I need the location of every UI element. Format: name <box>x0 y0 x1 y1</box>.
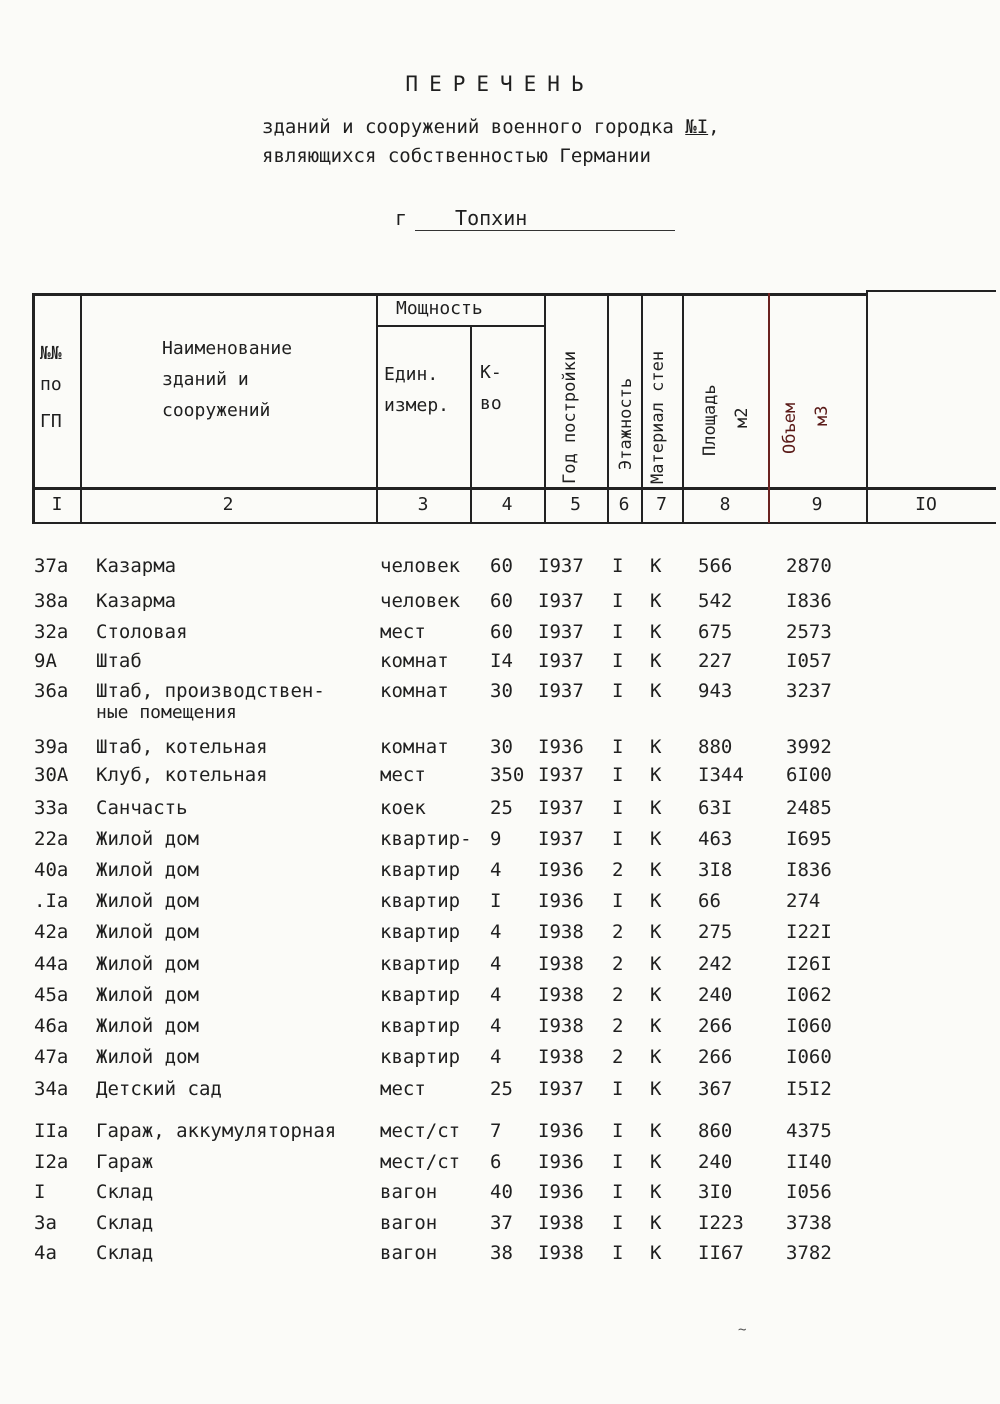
cell-name: Казарма <box>96 590 177 612</box>
cell-volume: 2573 <box>786 621 832 643</box>
cell-area: II67 <box>698 1242 744 1264</box>
cell-area: 943 <box>698 680 733 702</box>
cell-year: I938 <box>538 921 584 943</box>
cell-walls: К <box>650 921 662 943</box>
cell-unit: мест <box>380 1078 426 1100</box>
colnum-3: 3 <box>417 494 429 515</box>
city-name: Топхин <box>415 206 675 231</box>
cell-area: 463 <box>698 828 733 850</box>
cell-area: 63I <box>698 797 733 819</box>
cell-name: Штаб, котельная <box>96 736 268 758</box>
cell-year: I938 <box>538 984 584 1006</box>
cell-walls: К <box>650 1120 662 1142</box>
table-row <box>0 764 1000 794</box>
table-row <box>0 1212 1000 1242</box>
cell-walls: К <box>650 859 662 881</box>
cell-qty: 4 <box>490 1015 502 1037</box>
cell-area: 367 <box>698 1078 733 1100</box>
header-num-line3: ГП <box>40 411 62 432</box>
vrule-6 <box>641 293 643 523</box>
cell-walls: К <box>650 984 662 1006</box>
header-floors: Этажность <box>616 377 636 470</box>
cell-qty: 25 <box>490 1078 513 1100</box>
cell-walls: К <box>650 1015 662 1037</box>
cell-num: I <box>34 1181 46 1203</box>
header-top-rule-right <box>868 290 996 292</box>
cell-volume: 2485 <box>786 797 832 819</box>
cell-name: Столовая <box>96 621 188 643</box>
colnum-10: IO <box>915 494 937 515</box>
cell-area: 266 <box>698 1046 733 1068</box>
cell-walls: К <box>650 621 662 643</box>
vrule-5 <box>607 293 609 523</box>
colnum-bottom-rule <box>32 522 996 524</box>
cell-unit: мест/ст <box>380 1151 461 1173</box>
vrule-0 <box>32 293 35 523</box>
cell-name: Жилой дом <box>96 828 199 850</box>
cell-year: I937 <box>538 650 584 672</box>
cell-year: I938 <box>538 1212 584 1234</box>
cell-walls: К <box>650 590 662 612</box>
cell-floors: 2 <box>612 1046 624 1068</box>
vrule-1 <box>80 293 82 523</box>
table-row <box>0 1015 1000 1045</box>
header-qty: К-во <box>480 362 502 414</box>
cell-year: I937 <box>538 680 584 702</box>
cell-num: 45а <box>34 984 69 1006</box>
cell-volume: 3992 <box>786 736 832 758</box>
cell-name: Жилой дом <box>96 921 199 943</box>
cell-name: Гараж, аккумуляторная <box>96 1120 337 1142</box>
cell-qty: 4 <box>490 1046 502 1068</box>
cell-num: 36а <box>34 680 69 702</box>
cell-qty: 38 <box>490 1242 513 1264</box>
cell-year: I936 <box>538 1181 584 1203</box>
cell-floors: 2 <box>612 859 624 881</box>
vrule-4 <box>544 293 546 523</box>
cell-volume: II40 <box>786 1151 832 1173</box>
cell-year: I937 <box>538 828 584 850</box>
cell-area: 266 <box>698 1015 733 1037</box>
cell-qty: 4 <box>490 984 502 1006</box>
header-bottom-rule <box>32 487 996 490</box>
cell-volume: I056 <box>786 1181 832 1203</box>
document-subtitle-line1 <box>262 116 720 138</box>
cell-num: IIа <box>34 1120 69 1142</box>
cell-name: Жилой дом <box>96 1046 199 1068</box>
cell-floors: 2 <box>612 921 624 943</box>
cell-unit: вагон <box>380 1242 438 1264</box>
cell-volume: I062 <box>786 984 832 1006</box>
cell-year: I936 <box>538 859 584 881</box>
table-row <box>0 828 1000 858</box>
cell-qty: 60 <box>490 590 513 612</box>
cell-area: 880 <box>698 736 733 758</box>
table-row <box>0 797 1000 827</box>
cell-walls: К <box>650 828 662 850</box>
cell-walls: К <box>650 797 662 819</box>
cell-area: 566 <box>698 555 733 577</box>
header-volume: Объем <box>780 402 800 454</box>
header-name-line3: сооружений <box>162 400 271 421</box>
cell-num: 9А <box>34 650 57 672</box>
cell-year: I936 <box>538 1151 584 1173</box>
cell-num: I2а <box>34 1151 69 1173</box>
cell-floors: I <box>612 736 624 758</box>
vrule-2 <box>376 293 378 523</box>
cell-walls: К <box>650 1046 662 1068</box>
table-row <box>0 859 1000 889</box>
cell-walls: К <box>650 650 662 672</box>
cell-unit: квартир <box>380 890 461 912</box>
cell-area: 3I0 <box>698 1181 733 1203</box>
cell-year: I938 <box>538 953 584 975</box>
cell-year: I937 <box>538 590 584 612</box>
table-row <box>0 1242 1000 1272</box>
table-row <box>0 621 1000 651</box>
cell-area: 3I8 <box>698 859 733 881</box>
cell-volume: 6I00 <box>786 764 832 786</box>
cell-num: 4а <box>34 1242 57 1264</box>
cell-floors: I <box>612 1120 624 1142</box>
cell-qty: 9 <box>490 828 502 850</box>
cell-floors: 2 <box>612 953 624 975</box>
cell-volume: I836 <box>786 590 832 612</box>
header-unit-line1: Един. <box>384 364 439 385</box>
cell-num: 32а <box>34 621 69 643</box>
cell-walls: К <box>650 1242 662 1264</box>
cell-volume: 2870 <box>786 555 832 577</box>
cell-name: Штаб, производствен- <box>96 680 325 702</box>
cell-floors: I <box>612 1151 624 1173</box>
header-unit-line2: измер. <box>384 395 450 416</box>
cell-floors: I <box>612 1181 624 1203</box>
cell-qty: 37 <box>490 1212 513 1234</box>
cell-floors: I <box>612 555 624 577</box>
cell-qty: 60 <box>490 555 513 577</box>
cell-volume: I5I2 <box>786 1078 832 1100</box>
cell-num: 34а <box>34 1078 69 1100</box>
cell-floors: I <box>612 1078 624 1100</box>
cell-name: Штаб <box>96 650 142 672</box>
cell-volume: 3237 <box>786 680 832 702</box>
cell-year: I938 <box>538 1242 584 1264</box>
colnum-6: 6 <box>618 494 630 515</box>
cell-name: Казарма <box>96 555 177 577</box>
cell-qty: 30 <box>490 680 513 702</box>
cell-num: 39а <box>34 736 69 758</box>
table-row <box>0 984 1000 1014</box>
cell-floors: I <box>612 764 624 786</box>
cell-unit: квартир <box>380 921 461 943</box>
table-row <box>0 1181 1000 1211</box>
cell-volume: 4375 <box>786 1120 832 1142</box>
cell-walls: К <box>650 680 662 702</box>
header-name <box>162 333 292 426</box>
table-row <box>0 680 1000 723</box>
cell-name: Гараж <box>96 1151 154 1173</box>
cell-name: Склад <box>96 1181 154 1203</box>
cell-walls: К <box>650 1212 662 1234</box>
cell-area: 242 <box>698 953 733 975</box>
cell-name: Жилой дом <box>96 953 199 975</box>
cell-floors: 2 <box>612 984 624 1006</box>
cell-area: I223 <box>698 1212 744 1234</box>
header-name-line2: зданий и <box>162 369 249 390</box>
header-num <box>40 338 76 437</box>
colnum-9: 9 <box>811 494 823 515</box>
cell-volume: I060 <box>786 1046 832 1068</box>
cell-floors: I <box>612 650 624 672</box>
cell-unit: вагон <box>380 1181 438 1203</box>
header-area-unit: м2 <box>732 407 752 428</box>
cell-year: I936 <box>538 890 584 912</box>
cell-name: Жилой дом <box>96 984 199 1006</box>
header-name-line1: Наименование <box>162 338 293 359</box>
header-year: Год постройки <box>560 350 580 484</box>
cell-floors: I <box>612 680 624 702</box>
cell-name: Склад <box>96 1242 154 1264</box>
cell-num: 47а <box>34 1046 69 1068</box>
cell-unit: мест/ст <box>380 1120 461 1142</box>
colnum-5: 5 <box>570 494 581 515</box>
subtitle-text: зданий и сооружений военного городка <box>262 116 686 138</box>
cell-floors: I <box>612 1242 624 1264</box>
cell-unit: комнат <box>380 736 449 758</box>
table-row <box>0 921 1000 951</box>
cell-unit: мест <box>380 621 426 643</box>
cell-num: 37а <box>34 555 69 577</box>
cell-walls: К <box>650 953 662 975</box>
cell-floors: I <box>612 1212 624 1234</box>
table-row <box>0 736 1000 766</box>
header-walls: Материал стен <box>648 350 668 484</box>
city-line <box>395 206 675 231</box>
header-power: Мощность <box>396 298 483 319</box>
cell-num: 38а <box>34 590 69 612</box>
cell-walls: К <box>650 1181 662 1203</box>
cell-num: .Iа <box>34 890 69 912</box>
cell-unit: вагон <box>380 1212 438 1234</box>
cell-volume: 274 <box>786 890 821 912</box>
cell-num: 40а <box>34 859 69 881</box>
colnum-4: 4 <box>501 494 513 515</box>
cell-year: I938 <box>538 1015 584 1037</box>
cell-num: 44а <box>34 953 69 975</box>
cell-volume: I057 <box>786 650 832 672</box>
document-subtitle-line2: являющихся собственностью Германии <box>262 145 651 167</box>
cell-area: I344 <box>698 764 744 786</box>
cell-num: 22а <box>34 828 69 850</box>
cell-volume: I060 <box>786 1015 832 1037</box>
cell-unit: комнат <box>380 650 449 672</box>
cell-volume: 3782 <box>786 1242 832 1264</box>
cell-unit: комнат <box>380 680 449 702</box>
cell-walls: К <box>650 1078 662 1100</box>
city-prefix: г <box>395 206 408 230</box>
cell-year: I937 <box>538 555 584 577</box>
vrule-8 <box>768 293 770 523</box>
table-row <box>0 555 1000 585</box>
header-num-line2: по <box>40 374 62 395</box>
cell-floors: 2 <box>612 1015 624 1037</box>
cell-area: 227 <box>698 650 733 672</box>
table-row <box>0 590 1000 620</box>
cell-area: 240 <box>698 1151 733 1173</box>
cell-floors: I <box>612 621 624 643</box>
cell-name-continued: ные помещения <box>96 702 237 723</box>
table-row <box>0 953 1000 983</box>
cell-qty: 4 <box>490 859 502 881</box>
cell-qty: 6 <box>490 1151 502 1173</box>
cell-name: Санчасть <box>96 797 188 819</box>
cell-name: Детский сад <box>96 1078 222 1100</box>
colnum-1: I <box>51 494 63 515</box>
cell-qty: 25 <box>490 797 513 819</box>
cell-walls: К <box>650 890 662 912</box>
cell-name: Жилой дом <box>96 859 199 881</box>
cell-qty: 4 <box>490 953 502 975</box>
cell-unit: человек <box>380 590 461 612</box>
header-area: Площадь <box>700 384 720 456</box>
cell-unit: квартир- <box>380 828 472 850</box>
table-row <box>0 1078 1000 1108</box>
cell-qty: 40 <box>490 1181 513 1203</box>
cell-unit: мест <box>380 764 426 786</box>
cell-volume: I836 <box>786 859 832 881</box>
cell-qty: I <box>490 890 502 912</box>
cell-qty: 60 <box>490 621 513 643</box>
cell-unit: квартир <box>380 953 461 975</box>
cell-volume: I26I <box>786 953 832 975</box>
table-row <box>0 1046 1000 1076</box>
cell-unit: квартир <box>380 1015 461 1037</box>
cell-qty: 7 <box>490 1120 502 1142</box>
cell-qty: 350 <box>490 764 525 786</box>
cell-year: I937 <box>538 1078 584 1100</box>
cell-unit: квартир <box>380 1046 461 1068</box>
cell-name: Жилой дом <box>96 890 199 912</box>
cell-qty: I4 <box>490 650 513 672</box>
colnum-8: 8 <box>719 494 731 515</box>
cell-area: 240 <box>698 984 733 1006</box>
cell-year: I936 <box>538 1120 584 1142</box>
cell-walls: К <box>650 1151 662 1173</box>
colnum-7: 7 <box>656 494 667 515</box>
vrule-9 <box>866 290 868 523</box>
power-under-rule <box>376 325 544 327</box>
subtitle-tail: , <box>708 116 720 138</box>
town-number: №I <box>685 116 709 138</box>
table-row <box>0 890 1000 920</box>
cell-num: 46а <box>34 1015 69 1037</box>
cell-num: 3а <box>34 1212 57 1234</box>
cell-floors: I <box>612 590 624 612</box>
cell-qty: 30 <box>490 736 513 758</box>
cell-name: Жилой дом <box>96 1015 199 1037</box>
cell-num: 30А <box>34 764 69 786</box>
header-volume-unit: м3 <box>812 405 832 426</box>
header-num-line1: №№ <box>40 343 62 364</box>
header-unit <box>384 359 449 421</box>
table-row <box>0 650 1000 680</box>
cell-walls: К <box>650 555 662 577</box>
cell-year: I937 <box>538 764 584 786</box>
cell-unit: человек <box>380 555 461 577</box>
cell-floors: I <box>612 890 624 912</box>
stray-mark: ~ <box>738 1322 747 1338</box>
cell-name: Склад <box>96 1212 154 1234</box>
cell-unit: квартир <box>380 984 461 1006</box>
cell-unit: квартир <box>380 859 461 881</box>
cell-num: 42а <box>34 921 69 943</box>
cell-qty: 4 <box>490 921 502 943</box>
cell-area: 860 <box>698 1120 733 1142</box>
cell-area: 542 <box>698 590 733 612</box>
cell-unit: коек <box>380 797 426 819</box>
cell-walls: К <box>650 736 662 758</box>
cell-floors: I <box>612 828 624 850</box>
cell-walls: К <box>650 764 662 786</box>
document-title: ПЕРЕЧЕНЬ <box>405 72 595 96</box>
colnum-2: 2 <box>222 494 234 515</box>
cell-floors: I <box>612 797 624 819</box>
cell-year: I936 <box>538 736 584 758</box>
table-row <box>0 1120 1000 1150</box>
cell-volume: 3738 <box>786 1212 832 1234</box>
cell-num: 33а <box>34 797 69 819</box>
table-row <box>0 1151 1000 1181</box>
cell-area: 675 <box>698 621 733 643</box>
cell-volume: I22I <box>786 921 832 943</box>
cell-year: I937 <box>538 621 584 643</box>
vrule-7 <box>682 293 684 523</box>
cell-name: Клуб, котельная <box>96 764 268 786</box>
cell-year: I938 <box>538 1046 584 1068</box>
cell-volume: I695 <box>786 828 832 850</box>
cell-area: 66 <box>698 890 721 912</box>
cell-area: 275 <box>698 921 733 943</box>
cell-year: I937 <box>538 797 584 819</box>
